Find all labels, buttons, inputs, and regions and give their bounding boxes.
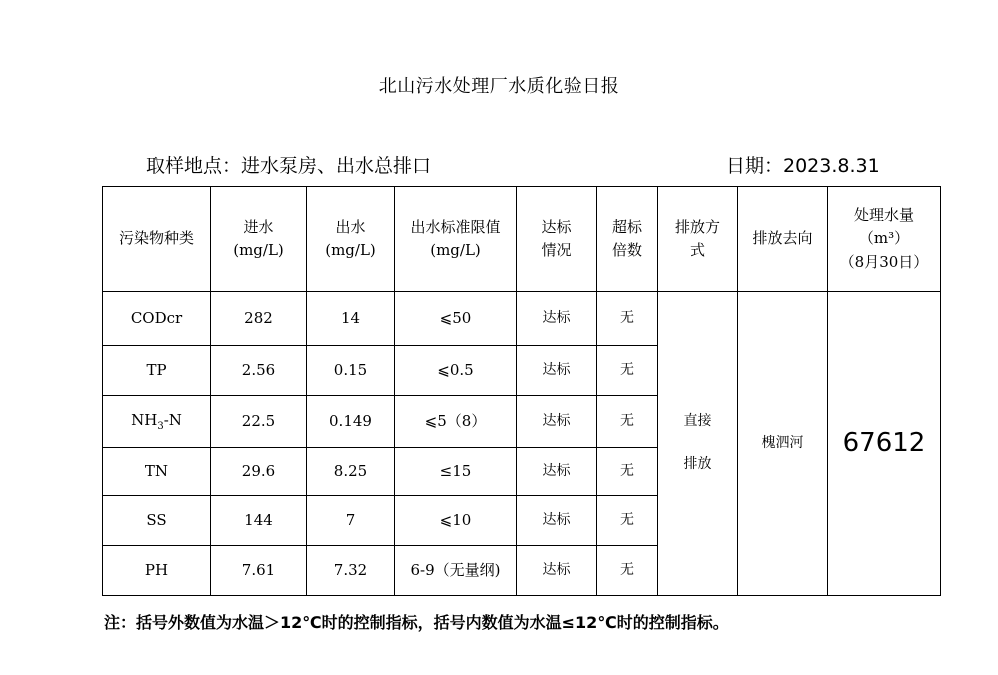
- exceed-value: 无: [597, 396, 658, 448]
- status-value: 达标: [517, 448, 597, 496]
- limit-value: ⩽10: [395, 496, 517, 546]
- status-value: 达标: [517, 396, 597, 448]
- footnote: 注：括号外数值为水温＞12℃时的控制指标，括号内数值为水温≤12℃时的控制指标。: [104, 613, 729, 632]
- limit-value: ⩽5（8）: [395, 396, 517, 448]
- exceed-value: 无: [597, 448, 658, 496]
- influent-value: 144: [211, 496, 307, 546]
- influent-value: 29.6: [211, 448, 307, 496]
- effluent-value: 0.149: [307, 396, 395, 448]
- effluent-value: 7.32: [307, 546, 395, 596]
- influent-value: 282: [211, 292, 307, 346]
- influent-value: 7.61: [211, 546, 307, 596]
- effluent-value: 0.15: [307, 346, 395, 396]
- exceed-value: 无: [597, 292, 658, 346]
- influent-value: 22.5: [211, 396, 307, 448]
- header-discharge-dest: 排放去向: [738, 187, 828, 292]
- exceed-value: 无: [597, 546, 658, 596]
- header-volume: 处理水量 （m³） （8月30日）: [828, 187, 941, 292]
- pollutant-name: SS: [103, 496, 211, 546]
- effluent-value: 8.25: [307, 448, 395, 496]
- treated-volume: 67612: [828, 292, 941, 596]
- influent-value: 2.56: [211, 346, 307, 396]
- header-effluent: 出水 (mg/L): [307, 187, 395, 292]
- discharge-mode: 直接 排放: [658, 292, 738, 596]
- pollutant-name: $NH_3-N$: [103, 396, 211, 448]
- exceed-value: 无: [597, 496, 658, 546]
- sampling-location: 取样地点：进水泵房、出水总排口: [146, 155, 432, 177]
- header-exceed: 超标 倍数: [597, 187, 658, 292]
- pollutant-name: TP: [103, 346, 211, 396]
- header-influent: 进水 (mg/L): [211, 187, 307, 292]
- report-title: 北山污水处理厂水质化验日报: [378, 76, 620, 97]
- pollutant-name: CODcr: [103, 292, 211, 346]
- effluent-value: 7: [307, 496, 395, 546]
- pollutant-name: PH: [103, 546, 211, 596]
- header-pollutant: 污染物种类: [103, 187, 211, 292]
- table-row: [103, 292, 941, 346]
- status-value: 达标: [517, 496, 597, 546]
- status-value: 达标: [517, 346, 597, 396]
- status-value: 达标: [517, 546, 597, 596]
- limit-value: ≤15: [395, 448, 517, 496]
- header-discharge-mode: 排放方 式: [658, 187, 738, 292]
- status-value: 达标: [517, 292, 597, 346]
- report-date: 日期：2023.8.31: [726, 155, 880, 177]
- header-standard: 出水标准限值 (mg/L): [395, 187, 517, 292]
- limit-value: 6-9（无量纲): [395, 546, 517, 596]
- header-compliance: 达标 情况: [517, 187, 597, 292]
- limit-value: ⩽50: [395, 292, 517, 346]
- water-quality-table: [102, 186, 941, 596]
- exceed-value: 无: [597, 346, 658, 396]
- limit-value: ⩽0.5: [395, 346, 517, 396]
- pollutant-name: TN: [103, 448, 211, 496]
- header-row: [103, 187, 941, 292]
- discharge-destination: 槐泗河: [738, 292, 828, 596]
- effluent-value: 14: [307, 292, 395, 346]
